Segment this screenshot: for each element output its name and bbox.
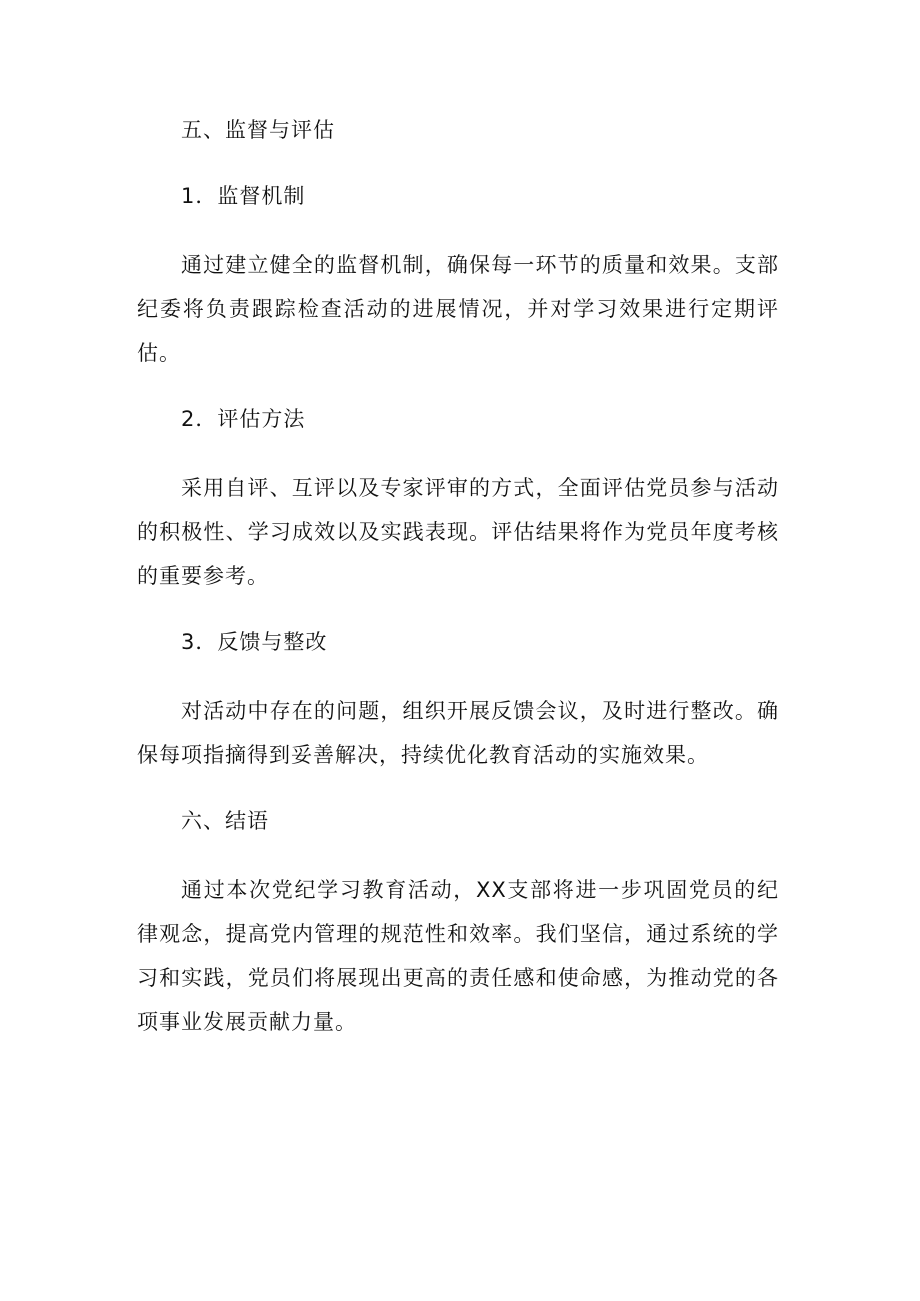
subsection-3-paragraph: 对活动中存在的问题，组织开展反馈会议，及时进行整改。确保每项指摘得到妥善解决，持续优化教育活动的实施效果。 [137,699,779,767]
section-5-title: 五、监督与评估 [181,118,335,142]
document-body [137,108,779,1044]
subsection-1-paragraph: 通过建立健全的监督机制，确保每一环节的质量和效果。支部纪委将负责跟踪检查活动的进展情况，并对学习效果进行定期评估。 [137,253,779,365]
section-6-title: 六、结语 [181,809,269,833]
spacer [137,664,779,689]
spacer [137,843,779,868]
subsection-3-heading: 3．反馈与整改 [181,630,328,654]
subsection-1-heading: 1．监督机制 [181,184,306,208]
conclusion-paragraph: 通过本次党纪学习教育活动，XX支部将进一步巩固党员的纪律观念，提高党内管理的规范性和效率。我们坚信，通过系统的学习和实践，党员们将展现出更高的责任感和使命感，为推动党的各项事业发展贡献力量。 [137,878,779,1034]
spacer [137,441,779,466]
spacer [137,598,779,620]
subsection-2-paragraph: 采用自评、互评以及专家评审的方式，全面评估党员参与活动的积极性、学习成效以及实践表现。评估结果将作为党员年度考核的重要参考。 [137,476,779,588]
subsection-2-heading: 2．评估方法 [181,407,306,431]
spacer [137,218,779,243]
spacer [137,375,779,397]
spacer [137,152,779,174]
spacer [137,777,779,799]
